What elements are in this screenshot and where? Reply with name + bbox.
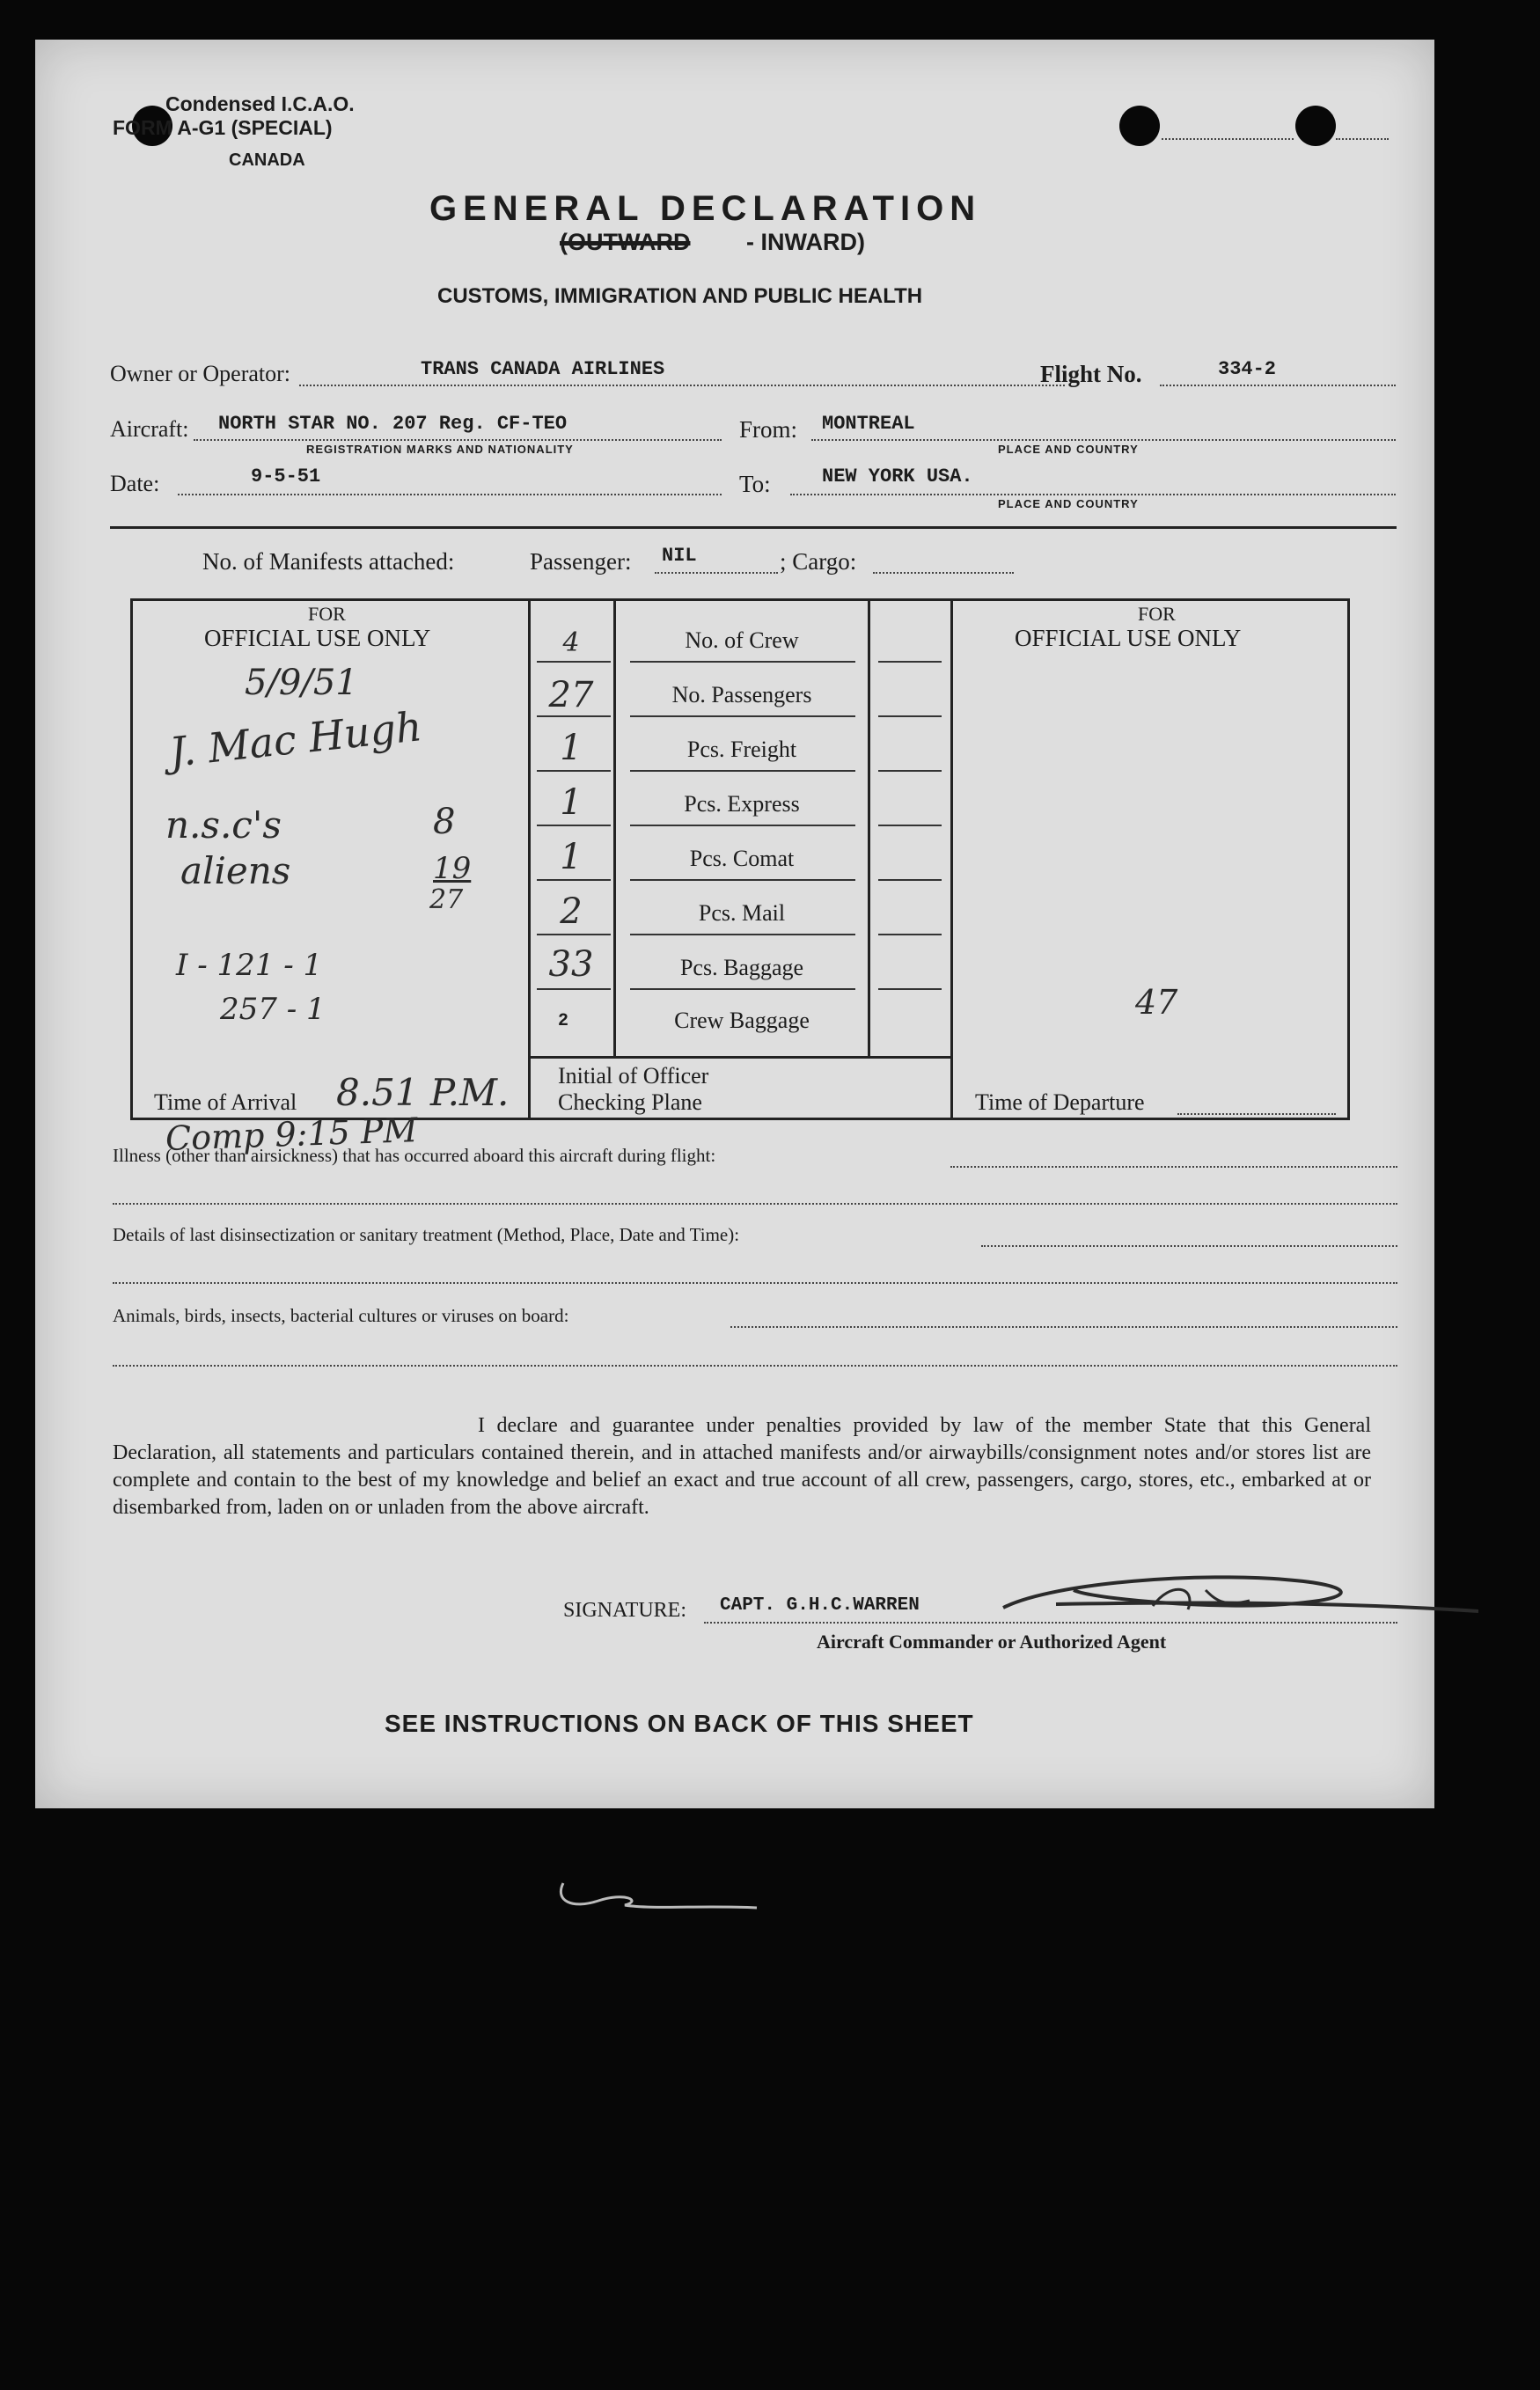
from-caption: PLACE AND COUNTRY	[998, 443, 1139, 456]
row-label-comat: Pcs. Comat	[689, 846, 795, 871]
aircraft-value[interactable]: NORTH STAR NO. 207 Reg. CF-TEO	[218, 413, 568, 435]
struck-word-outward: (OUTWARD	[560, 229, 691, 255]
document-title: GENERAL DECLARATION	[429, 189, 982, 228]
crew-baggage-count[interactable]: 2	[557, 1011, 568, 1031]
to-label: To:	[739, 471, 771, 497]
declaration-text: I declare and guarantee under penalties provided by law of the member State that this General Declaration, all statements and particulars contained therein, and in attached manifests and/or airwaybills/consignment notes and/or stores list are complete and contain to the best of my knowledge and belief an exact and true account of all crew, passengers, cargo, stores, etc., embarked at or disembarked from, laden on or unladen from the above aircraft.	[113, 1414, 1371, 1519]
scan-mark	[546, 1866, 774, 1918]
document-subheading: CUSTOMS, IMMIGRATION AND PUBLIC HEALTH	[437, 284, 923, 308]
aircraft-caption: REGISTRATION MARKS AND NATIONALITY	[306, 443, 574, 456]
instructions-footer: SEE INSTRUCTIONS ON BACK OF THIS SHEET	[385, 1710, 974, 1737]
note-i257: 257 - 1	[220, 992, 326, 1027]
illness-question: Illness (other than airsickness) that has occurred aboard this aircraft during flight:	[113, 1145, 716, 1166]
official-initials: J. Mac Hugh	[166, 702, 424, 776]
row-label-freight: Pcs. Freight	[686, 737, 797, 762]
signature-label: SIGNATURE:	[563, 1599, 687, 1622]
note-nsc: n.s.c's	[165, 803, 282, 847]
row-label-crew-baggage: Crew Baggage	[674, 1008, 810, 1033]
note-nsc-count: 8	[433, 802, 456, 842]
initial-officer-label1: Initial of Officer	[558, 1063, 709, 1089]
form-code-line2: FORM A-G1 (SPECIAL)	[113, 116, 333, 139]
row-label-baggage: Pcs. Baggage	[679, 955, 804, 980]
animals-question: Animals, birds, insects, bacterial cultures or viruses on board:	[113, 1305, 569, 1326]
baggage-count[interactable]: 33	[548, 944, 594, 985]
initial-officer-label2: Checking Plane	[558, 1089, 702, 1115]
form-sheet	[35, 40, 1434, 1808]
express-count[interactable]: 1	[560, 782, 583, 823]
owner-label: Owner or Operator:	[110, 361, 291, 386]
row-label-passengers: No. Passengers	[671, 682, 812, 707]
arrival-value[interactable]: 8.51 P.M.	[336, 1071, 510, 1114]
official-stamp-date: 5/9/51	[245, 663, 358, 703]
right-official-header1: FOR	[1138, 603, 1176, 625]
passenger-label: Passenger:	[530, 548, 632, 575]
row-label-express: Pcs. Express	[684, 791, 800, 817]
owner-value[interactable]: TRANS CANADA AIRLINES	[421, 358, 665, 380]
punch-hole	[1119, 106, 1160, 146]
handwritten-signature	[986, 1546, 1478, 1634]
passenger-count[interactable]: 27	[548, 675, 594, 715]
left-official-header2: OFFICIAL USE ONLY	[204, 625, 431, 651]
departure-label: Time of Departure	[975, 1089, 1145, 1115]
mail-count[interactable]: 2	[560, 891, 583, 932]
arrival-label: Time of Arrival	[154, 1089, 297, 1115]
punch-hole	[1295, 106, 1336, 146]
to-caption: PLACE AND COUNTRY	[998, 497, 1139, 510]
disinsectization-question: Details of last disinsectization or sanitary treatment (Method, Place, Date and Time):	[113, 1224, 740, 1245]
form-country: CANADA	[229, 150, 305, 170]
row-label-crew: No. of Crew	[685, 627, 799, 653]
note-i121: I - 121 - 1	[176, 948, 323, 983]
right-official-note: 47	[1135, 983, 1178, 1022]
cargo-label: ; Cargo:	[780, 548, 857, 575]
to-value[interactable]: NEW YORK USA.	[822, 466, 973, 488]
note-total: 27	[429, 884, 464, 915]
form-code-line1: Condensed I.C.A.O.	[165, 92, 355, 115]
document-subtitle: - INWARD)	[746, 229, 865, 255]
left-official-header1: FOR	[308, 603, 346, 625]
from-label: From:	[739, 416, 798, 443]
note-aliens-count: 19	[433, 851, 472, 886]
manifests-label: No. of Manifests attached:	[202, 548, 455, 575]
flight-value[interactable]: 334-2	[1218, 358, 1277, 380]
completed-note: Comp 9:15 PM	[165, 1111, 418, 1158]
row-label-mail: Pcs. Mail	[698, 900, 786, 926]
note-aliens: aliens	[180, 849, 291, 892]
freight-count[interactable]: 1	[560, 728, 583, 768]
signature-caption: Aircraft Commander or Authorized Agent	[817, 1631, 1167, 1653]
from-value[interactable]: MONTREAL	[822, 413, 915, 435]
signature-value[interactable]: CAPT. G.H.C.WARREN	[720, 1595, 920, 1616]
flight-label: Flight No.	[1040, 361, 1142, 387]
passenger-manifest-value[interactable]: NIL	[662, 545, 697, 567]
date-label: Date:	[110, 471, 160, 496]
crew-count[interactable]: 4	[562, 627, 580, 658]
comat-count[interactable]: 1	[560, 837, 583, 877]
aircraft-label: Aircraft:	[110, 416, 189, 442]
right-official-header2: OFFICIAL USE ONLY	[1015, 625, 1242, 651]
date-value[interactable]: 9-5-51	[251, 466, 321, 488]
